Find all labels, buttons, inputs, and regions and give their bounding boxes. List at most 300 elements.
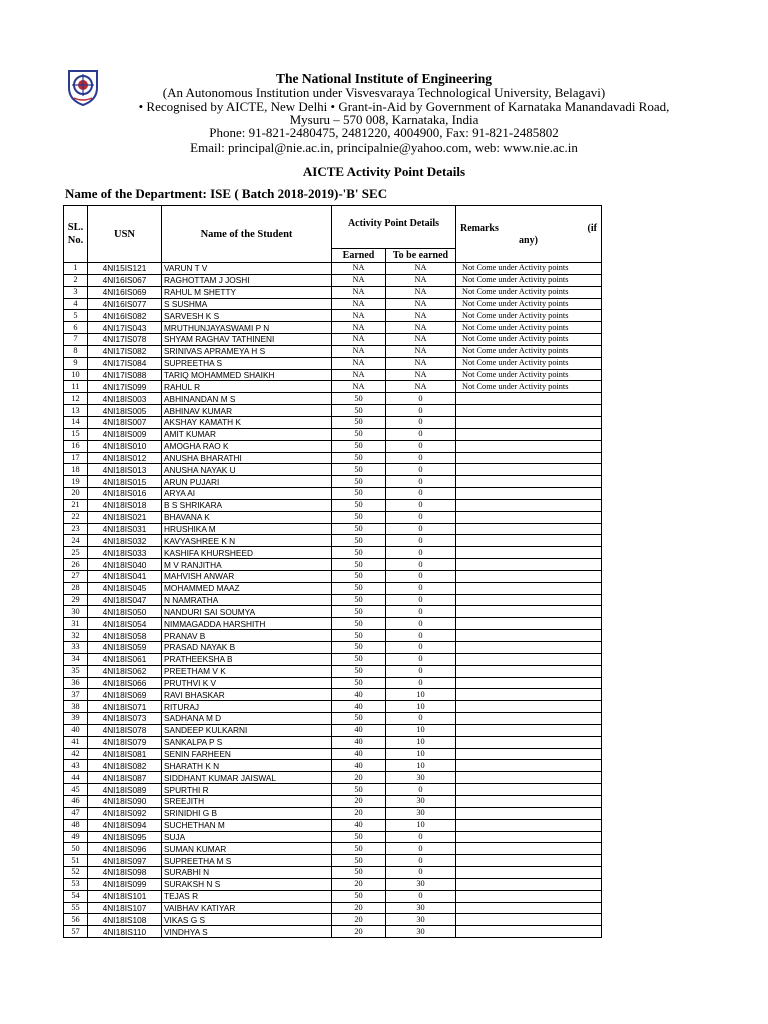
cell-student-name: AMIT KUMAR (162, 428, 332, 440)
header-to-be-earned: To be earned (386, 249, 456, 263)
cell-sl: 49 (64, 831, 88, 843)
cell-to-be-earned: 0 (386, 476, 456, 488)
cell-usn: 4NI18IS009 (88, 428, 162, 440)
cell-sl: 56 (64, 914, 88, 926)
cell-usn: 4NI18IS045 (88, 582, 162, 594)
cell-usn: 4NI18IS081 (88, 748, 162, 760)
cell-to-be-earned: 0 (386, 642, 456, 654)
cell-sl: 44 (64, 772, 88, 784)
cell-usn: 4NI18IS073 (88, 713, 162, 725)
cell-usn: 4NI17IS099 (88, 381, 162, 393)
cell-sl: 23 (64, 523, 88, 535)
cell-to-be-earned: 10 (386, 724, 456, 736)
cell-usn: 4NI18IS090 (88, 795, 162, 807)
cell-usn: 4NI18IS071 (88, 701, 162, 713)
cell-student-name: SURABHI N (162, 867, 332, 879)
cell-usn: 4NI18IS095 (88, 831, 162, 843)
cell-sl: 32 (64, 630, 88, 642)
cell-sl: 46 (64, 795, 88, 807)
table-row (64, 523, 602, 535)
cell-earned: 50 (332, 476, 386, 488)
cell-usn: 4NI16IS082 (88, 310, 162, 322)
cell-sl: 11 (64, 381, 88, 393)
cell-to-be-earned: NA (386, 274, 456, 286)
cell-usn: 4NI17IS088 (88, 369, 162, 381)
cell-sl: 28 (64, 582, 88, 594)
cell-remarks (456, 606, 602, 618)
cell-student-name: SREEJITH (162, 795, 332, 807)
table-row (64, 760, 602, 772)
cell-sl: 16 (64, 440, 88, 452)
cell-to-be-earned: 30 (386, 772, 456, 784)
cell-remarks (456, 440, 602, 452)
table-row (64, 440, 602, 452)
cell-usn: 4NI18IS013 (88, 464, 162, 476)
table-row (64, 724, 602, 736)
table-row (64, 357, 602, 369)
table-row (64, 298, 602, 310)
cell-student-name: VIKAS G S (162, 914, 332, 926)
cell-remarks (456, 701, 602, 713)
cell-earned: 50 (332, 464, 386, 476)
cell-sl: 2 (64, 274, 88, 286)
cell-sl: 31 (64, 618, 88, 630)
cell-student-name: N NAMRATHA (162, 594, 332, 606)
phone-line: Phone: 91-821-2480475, 2481220, 4004900, Fax: 91-821-2485802 (209, 125, 559, 140)
cell-remarks (456, 499, 602, 511)
table-row (64, 902, 602, 914)
cell-usn: 4NI18IS079 (88, 736, 162, 748)
cell-remarks (456, 653, 602, 665)
cell-student-name: ARYA AI (162, 488, 332, 500)
cell-to-be-earned: NA (386, 263, 456, 275)
table-row (64, 559, 602, 571)
cell-sl: 26 (64, 559, 88, 571)
cell-student-name: KASHIFA KHURSHEED (162, 547, 332, 559)
cell-usn: 4NI18IS087 (88, 772, 162, 784)
cell-usn: 4NI18IS059 (88, 642, 162, 654)
cell-earned: 50 (332, 713, 386, 725)
cell-to-be-earned: 0 (386, 594, 456, 606)
table-row (64, 476, 602, 488)
cell-usn: 4NI15IS121 (88, 263, 162, 275)
cell-usn: 4NI17IS043 (88, 322, 162, 334)
table-row (64, 582, 602, 594)
cell-sl: 39 (64, 713, 88, 725)
cell-usn: 4NI18IS010 (88, 440, 162, 452)
cell-sl: 13 (64, 405, 88, 417)
cell-to-be-earned: 0 (386, 665, 456, 677)
cell-to-be-earned: 0 (386, 618, 456, 630)
cell-sl: 19 (64, 476, 88, 488)
cell-student-name: SUPREETHA S (162, 357, 332, 369)
cell-remarks (456, 677, 602, 689)
table-row (64, 807, 602, 819)
cell-to-be-earned: NA (386, 357, 456, 369)
cell-remarks (456, 488, 602, 500)
cell-remarks (456, 736, 602, 748)
cell-student-name: B S SHRIKARA (162, 499, 332, 511)
cell-remarks (456, 724, 602, 736)
table-row (64, 713, 602, 725)
cell-earned: 50 (332, 570, 386, 582)
cell-student-name: AMOGHA RAO K (162, 440, 332, 452)
cell-earned: 50 (332, 890, 386, 902)
cell-remarks (456, 642, 602, 654)
activity-points-table (63, 205, 602, 938)
cell-to-be-earned: 10 (386, 760, 456, 772)
cell-usn: 4NI18IS005 (88, 405, 162, 417)
cell-student-name: SHARATH K N (162, 760, 332, 772)
cell-usn: 4NI18IS069 (88, 689, 162, 701)
cell-earned: 50 (332, 606, 386, 618)
cell-sl: 18 (64, 464, 88, 476)
cell-usn: 4NI18IS096 (88, 843, 162, 855)
cell-to-be-earned: 30 (386, 902, 456, 914)
table-row (64, 618, 602, 630)
cell-to-be-earned: 0 (386, 464, 456, 476)
cell-student-name: S SUSHMA (162, 298, 332, 310)
cell-usn: 4NI18IS018 (88, 499, 162, 511)
table-row (64, 393, 602, 405)
cell-remarks (456, 559, 602, 571)
cell-sl: 14 (64, 416, 88, 428)
cell-student-name: SURAKSH N S (162, 878, 332, 890)
cell-remarks (456, 547, 602, 559)
cell-usn: 4NI18IS012 (88, 452, 162, 464)
cell-remarks (456, 582, 602, 594)
cell-usn: 4NI18IS007 (88, 416, 162, 428)
cell-remarks (456, 713, 602, 725)
cell-usn: 4NI17IS084 (88, 357, 162, 369)
cell-student-name: SUMAN KUMAR (162, 843, 332, 855)
cell-student-name: SENIN FARHEEN (162, 748, 332, 760)
cell-student-name: BHAVANA K (162, 511, 332, 523)
cell-remarks (456, 772, 602, 784)
table-row (64, 795, 602, 807)
cell-student-name: SANDEEP KULKARNI (162, 724, 332, 736)
email-line: Email: principal@nie.ac.in, principalnie@yahoo.com, web: www.nie.ac.in (190, 140, 578, 155)
cell-earned: 50 (332, 499, 386, 511)
cell-remarks: Not Come under Activity points (456, 310, 602, 322)
cell-usn: 4NI18IS058 (88, 630, 162, 642)
cell-earned: NA (332, 322, 386, 334)
cell-to-be-earned: 0 (386, 582, 456, 594)
cell-to-be-earned: 0 (386, 606, 456, 618)
cell-earned: 50 (332, 405, 386, 417)
cell-usn: 4NI17IS082 (88, 345, 162, 357)
cell-remarks (456, 819, 602, 831)
cell-remarks (456, 831, 602, 843)
cell-remarks (456, 784, 602, 796)
cell-remarks: Not Come under Activity points (456, 381, 602, 393)
cell-sl: 45 (64, 784, 88, 796)
cell-usn: 4NI18IS047 (88, 594, 162, 606)
cell-student-name: HRUSHIKA M (162, 523, 332, 535)
cell-to-be-earned: 0 (386, 440, 456, 452)
cell-earned: 50 (332, 547, 386, 559)
cell-earned: 50 (332, 665, 386, 677)
cell-student-name: VINDHYA S (162, 926, 332, 938)
cell-student-name: PRATHEEKSHA B (162, 653, 332, 665)
cell-to-be-earned: 0 (386, 511, 456, 523)
table-row (64, 772, 602, 784)
cell-earned: 50 (332, 452, 386, 464)
cell-to-be-earned: 30 (386, 926, 456, 938)
cell-remarks (456, 428, 602, 440)
cell-sl: 57 (64, 926, 88, 938)
cell-usn: 4NI18IS062 (88, 665, 162, 677)
cell-sl: 8 (64, 345, 88, 357)
cell-sl: 1 (64, 263, 88, 275)
cell-student-name: RAGHOTTAM J JOSHI (162, 274, 332, 286)
cell-earned: 50 (332, 843, 386, 855)
table-row (64, 428, 602, 440)
cell-earned: NA (332, 345, 386, 357)
cell-sl: 51 (64, 855, 88, 867)
cell-usn: 4NI18IS061 (88, 653, 162, 665)
cell-usn: 4NI16IS067 (88, 274, 162, 286)
cell-student-name: SUPREETHA M S (162, 855, 332, 867)
cell-to-be-earned: 0 (386, 843, 456, 855)
cell-to-be-earned: NA (386, 322, 456, 334)
cell-sl: 27 (64, 570, 88, 582)
header-student-name: Name of the Student (162, 206, 332, 263)
table-row (64, 665, 602, 677)
cell-remarks (456, 926, 602, 938)
cell-student-name: ABHINAV KUMAR (162, 405, 332, 417)
cell-student-name: RITURAJ (162, 701, 332, 713)
cell-student-name: MRUTHUNJAYASWAMI P N (162, 322, 332, 334)
cell-usn: 4NI18IS089 (88, 784, 162, 796)
cell-sl: 48 (64, 819, 88, 831)
cell-sl: 47 (64, 807, 88, 819)
cell-usn: 4NI18IS040 (88, 559, 162, 571)
cell-sl: 54 (64, 890, 88, 902)
cell-remarks (456, 902, 602, 914)
cell-earned: NA (332, 274, 386, 286)
cell-sl: 50 (64, 843, 88, 855)
cell-sl: 42 (64, 748, 88, 760)
cell-student-name: NANDURI SAI SOUMYA (162, 606, 332, 618)
cell-student-name: SUJA (162, 831, 332, 843)
cell-earned: 20 (332, 878, 386, 890)
cell-usn: 4NI17IS078 (88, 334, 162, 346)
cell-to-be-earned: 0 (386, 416, 456, 428)
cell-remarks (456, 843, 602, 855)
cell-to-be-earned: 0 (386, 452, 456, 464)
cell-to-be-earned: NA (386, 369, 456, 381)
table-row (64, 263, 602, 275)
cell-to-be-earned: 0 (386, 630, 456, 642)
cell-student-name: VARUN T V (162, 263, 332, 275)
table-row (64, 547, 602, 559)
table-row (64, 286, 602, 298)
table-row (64, 748, 602, 760)
cell-sl: 37 (64, 689, 88, 701)
cell-usn: 4NI16IS077 (88, 298, 162, 310)
cell-earned: 50 (332, 523, 386, 535)
cell-remarks (456, 416, 602, 428)
table-row (64, 381, 602, 393)
cell-usn: 4NI18IS078 (88, 724, 162, 736)
cell-student-name: SUCHETHAN M (162, 819, 332, 831)
cell-remarks: Not Come under Activity points (456, 286, 602, 298)
table-row (64, 819, 602, 831)
cell-student-name: SADHANA M D (162, 713, 332, 725)
cell-to-be-earned: 10 (386, 701, 456, 713)
cell-to-be-earned: NA (386, 286, 456, 298)
table-row (64, 535, 602, 547)
cell-student-name: ARUN PUJARI (162, 476, 332, 488)
cell-sl: 34 (64, 653, 88, 665)
cell-student-name: KAVYASHREE K N (162, 535, 332, 547)
cell-remarks: Not Come under Activity points (456, 263, 602, 275)
cell-student-name: RAVI BHASKAR (162, 689, 332, 701)
header-sl: SL. No. (64, 206, 88, 263)
table-row (64, 452, 602, 464)
autonomous-line: (An Autonomous Institution under Visvesvaraya Technological University, Belagavi) (162, 85, 606, 100)
cell-to-be-earned: 0 (386, 547, 456, 559)
cell-usn: 4NI18IS110 (88, 926, 162, 938)
cell-sl: 17 (64, 452, 88, 464)
table-row (64, 677, 602, 689)
cell-student-name: SARVESH K S (162, 310, 332, 322)
cell-sl: 41 (64, 736, 88, 748)
cell-sl: 12 (64, 393, 88, 405)
cell-earned: NA (332, 357, 386, 369)
table-row (64, 642, 602, 654)
cell-usn: 4NI18IS099 (88, 878, 162, 890)
cell-remarks (456, 511, 602, 523)
cell-remarks (456, 689, 602, 701)
cell-earned: 50 (332, 867, 386, 879)
cell-student-name: MOHAMMED MAAZ (162, 582, 332, 594)
cell-earned: NA (332, 334, 386, 346)
cell-to-be-earned: 10 (386, 736, 456, 748)
cell-earned: 40 (332, 689, 386, 701)
cell-sl: 55 (64, 902, 88, 914)
cell-earned: 50 (332, 831, 386, 843)
cell-sl: 21 (64, 499, 88, 511)
cell-student-name: SIDDHANT KUMAR JAISWAL (162, 772, 332, 784)
cell-earned: NA (332, 310, 386, 322)
cell-usn: 4NI18IS082 (88, 760, 162, 772)
table-row (64, 594, 602, 606)
cell-to-be-earned: NA (386, 345, 456, 357)
cell-earned: 50 (332, 594, 386, 606)
table-row (64, 736, 602, 748)
table-row (64, 488, 602, 500)
cell-earned: NA (332, 369, 386, 381)
department-line: Name of the Department: ISE ( Batch 2018-2019)-'B' SEC (65, 186, 388, 201)
cell-to-be-earned: 0 (386, 831, 456, 843)
table-row (64, 653, 602, 665)
cell-sl: 29 (64, 594, 88, 606)
table-row (64, 345, 602, 357)
address-line: Mysuru – 570 008, Karnataka, India (289, 112, 479, 127)
cell-to-be-earned: 30 (386, 807, 456, 819)
cell-earned: 50 (332, 677, 386, 689)
cell-sl: 4 (64, 298, 88, 310)
cell-earned: 40 (332, 819, 386, 831)
cell-student-name: SPURTHI R (162, 784, 332, 796)
cell-remarks (456, 914, 602, 926)
cell-remarks (456, 618, 602, 630)
cell-to-be-earned: 0 (386, 677, 456, 689)
cell-sl: 40 (64, 724, 88, 736)
cell-to-be-earned: 0 (386, 784, 456, 796)
cell-earned: 50 (332, 559, 386, 571)
cell-earned: 20 (332, 795, 386, 807)
cell-to-be-earned: 0 (386, 499, 456, 511)
cell-earned: 50 (332, 511, 386, 523)
cell-to-be-earned: 0 (386, 713, 456, 725)
cell-earned: NA (332, 286, 386, 298)
cell-student-name: TARIQ MOHAMMED SHAIKH (162, 369, 332, 381)
cell-earned: NA (332, 381, 386, 393)
table-row (64, 511, 602, 523)
header-earned: Earned (332, 249, 386, 263)
cell-to-be-earned: 0 (386, 559, 456, 571)
cell-usn: 4NI18IS041 (88, 570, 162, 582)
cell-earned: 50 (332, 630, 386, 642)
cell-usn: 4NI18IS021 (88, 511, 162, 523)
cell-student-name: MAHVISH ANWAR (162, 570, 332, 582)
cell-to-be-earned: 0 (386, 523, 456, 535)
cell-sl: 43 (64, 760, 88, 772)
header-remarks: Remarks (if any) (456, 206, 602, 263)
cell-to-be-earned: 10 (386, 748, 456, 760)
table-row (64, 831, 602, 843)
cell-student-name: RAHUL M SHETTY (162, 286, 332, 298)
cell-to-be-earned: 0 (386, 570, 456, 582)
cell-to-be-earned: NA (386, 381, 456, 393)
cell-remarks (456, 464, 602, 476)
table-row (64, 274, 602, 286)
cell-student-name: ANUSHA NAYAK U (162, 464, 332, 476)
cell-sl: 25 (64, 547, 88, 559)
cell-sl: 5 (64, 310, 88, 322)
cell-usn: 4NI18IS016 (88, 488, 162, 500)
table-row (64, 926, 602, 938)
cell-usn: 4NI18IS108 (88, 914, 162, 926)
cell-student-name: PRUTHVI K V (162, 677, 332, 689)
table-row (64, 499, 602, 511)
cell-earned: 50 (332, 393, 386, 405)
cell-earned: 20 (332, 772, 386, 784)
cell-usn: 4NI18IS054 (88, 618, 162, 630)
cell-student-name: PRANAV B (162, 630, 332, 642)
cell-remarks (456, 878, 602, 890)
cell-sl: 35 (64, 665, 88, 677)
cell-usn: 4NI18IS003 (88, 393, 162, 405)
cell-remarks: Not Come under Activity points (456, 298, 602, 310)
table-row (64, 843, 602, 855)
cell-student-name: SRINIDHI G B (162, 807, 332, 819)
cell-earned: 50 (332, 855, 386, 867)
cell-usn: 4NI18IS101 (88, 890, 162, 902)
cell-to-be-earned: 0 (386, 890, 456, 902)
cell-sl: 53 (64, 878, 88, 890)
cell-sl: 52 (64, 867, 88, 879)
cell-earned: 40 (332, 760, 386, 772)
cell-remarks (456, 570, 602, 582)
cell-remarks: Not Come under Activity points (456, 334, 602, 346)
section-title: AICTE Activity Point Details (302, 164, 466, 179)
cell-earned: 50 (332, 428, 386, 440)
cell-earned: 50 (332, 582, 386, 594)
